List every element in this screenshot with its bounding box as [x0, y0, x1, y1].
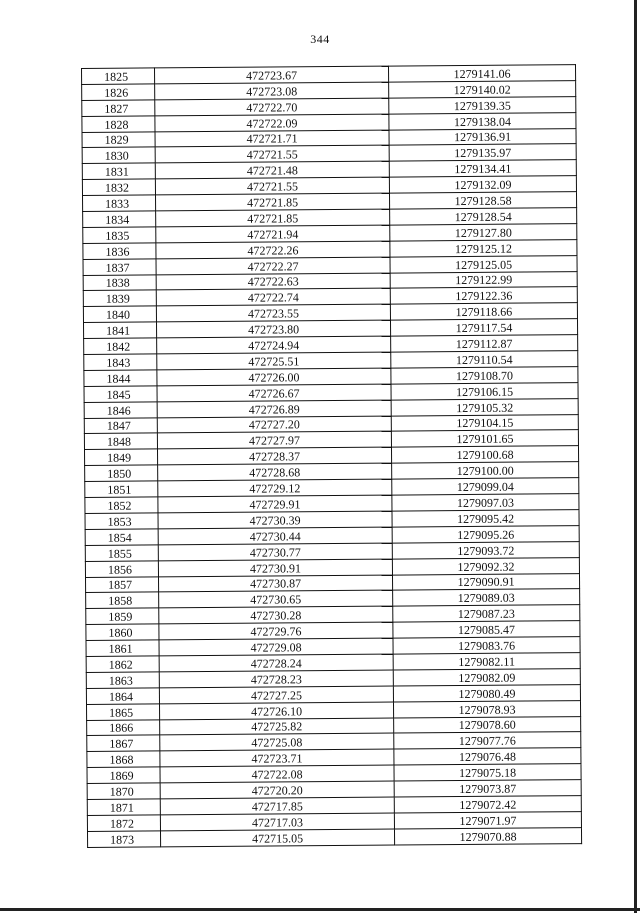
y-coordinate-cell: 1279100.00: [392, 462, 579, 479]
x-coordinate-cell: 472729.91: [158, 495, 392, 513]
point-number-cell: 1842: [84, 338, 157, 354]
y-coordinate-cell: 1279073.87: [394, 780, 581, 797]
point-number-cell: 1866: [87, 719, 160, 735]
y-coordinate-cell: 1279128.54: [390, 208, 577, 225]
x-coordinate-cell: 472726.10: [159, 702, 393, 720]
y-coordinate-cell: 1279125.05: [390, 255, 577, 272]
point-number-cell: 1862: [86, 656, 159, 672]
coordinates-table-body: [82, 65, 582, 847]
y-coordinate-cell: 1279135.97: [389, 144, 576, 161]
x-coordinate-cell: 472722.08: [160, 765, 394, 783]
x-coordinate-cell: 472725.51: [157, 352, 391, 370]
point-number-cell: 1836: [83, 243, 156, 259]
point-number-cell: 1841: [84, 322, 157, 338]
x-coordinate-cell: 472730.87: [158, 575, 392, 593]
point-number-cell: 1860: [86, 624, 159, 640]
point-number-cell: 1833: [83, 195, 156, 211]
y-coordinate-cell: 1279136.91: [389, 128, 576, 145]
point-number-cell: 1826: [82, 84, 155, 100]
point-number-cell: 1868: [87, 751, 160, 767]
x-coordinate-cell: 472727.97: [157, 432, 391, 450]
point-number-cell: 1872: [87, 815, 160, 831]
y-coordinate-cell: 1279087.23: [393, 605, 580, 622]
point-number-cell: 1832: [82, 179, 155, 195]
x-coordinate-cell: 472721.48: [155, 161, 389, 179]
x-coordinate-cell: 472726.67: [157, 384, 391, 402]
y-coordinate-cell: 1279075.18: [394, 764, 581, 781]
page-edge-right: [634, 0, 637, 913]
y-coordinate-cell: 1279108.70: [391, 367, 578, 384]
y-coordinate-cell: 1279139.35: [389, 96, 576, 113]
point-number-cell: 1853: [85, 513, 158, 529]
y-coordinate-cell: 1279080.49: [393, 684, 580, 701]
x-coordinate-cell: 472715.05: [160, 829, 394, 847]
point-number-cell: 1839: [83, 290, 156, 306]
y-coordinate-cell: 1279097.03: [392, 494, 579, 511]
y-coordinate-cell: 1279104.15: [391, 414, 578, 431]
x-coordinate-cell: 472729.12: [158, 479, 392, 497]
y-coordinate-cell: 1279090.91: [392, 573, 579, 590]
x-coordinate-cell: 472722.09: [155, 114, 389, 132]
x-coordinate-cell: 472721.85: [156, 193, 390, 211]
point-number-cell: 1831: [82, 163, 155, 179]
point-number-cell: 1870: [87, 783, 160, 799]
x-coordinate-cell: 472728.68: [158, 463, 392, 481]
x-coordinate-cell: 472728.37: [157, 447, 391, 465]
point-number-cell: 1838: [83, 274, 156, 290]
x-coordinate-cell: 472728.23: [159, 670, 393, 688]
x-coordinate-cell: 472723.67: [155, 66, 389, 84]
x-coordinate-cell: 472717.85: [160, 797, 394, 815]
y-coordinate-cell: 1279110.54: [391, 351, 578, 368]
x-coordinate-cell: 472722.70: [155, 98, 389, 116]
y-coordinate-cell: 1279078.93: [393, 700, 580, 717]
point-number-cell: 1835: [83, 227, 156, 243]
x-coordinate-cell: 472717.03: [160, 813, 394, 831]
y-coordinate-cell: 1279101.65: [391, 430, 578, 447]
point-number-cell: 1843: [84, 354, 157, 370]
y-coordinate-cell: 1279089.03: [393, 589, 580, 606]
y-coordinate-cell: 1279070.88: [394, 827, 581, 844]
x-coordinate-cell: 472727.20: [157, 416, 391, 434]
x-coordinate-cell: 472728.24: [159, 654, 393, 672]
y-coordinate-cell: 1279071.97: [394, 811, 581, 828]
point-number-cell: 1848: [84, 433, 157, 449]
x-coordinate-cell: 472725.08: [160, 733, 394, 751]
y-coordinate-cell: 1279078.60: [394, 716, 581, 733]
point-number-cell: 1849: [84, 449, 157, 465]
x-coordinate-cell: 472723.80: [156, 320, 390, 338]
page-number: 344: [310, 32, 330, 46]
point-number-cell: 1834: [83, 211, 156, 227]
x-coordinate-cell: 472727.25: [159, 686, 393, 704]
x-coordinate-cell: 472730.44: [158, 527, 392, 545]
x-coordinate-cell: 472721.85: [156, 209, 390, 227]
y-coordinate-cell: 1279132.09: [389, 176, 576, 193]
point-number-cell: 1851: [85, 481, 158, 497]
x-coordinate-cell: 472721.55: [155, 177, 389, 195]
x-coordinate-cell: 472720.20: [160, 781, 394, 799]
y-coordinate-cell: 1279099.04: [392, 478, 579, 495]
point-number-cell: 1828: [82, 116, 155, 132]
y-coordinate-cell: 1279122.36: [390, 287, 577, 304]
point-number-cell: 1859: [86, 608, 159, 624]
point-number-cell: 1845: [84, 386, 157, 402]
point-number-cell: 1844: [84, 370, 157, 386]
point-number-cell: 1864: [86, 688, 159, 704]
x-coordinate-cell: 472722.63: [156, 273, 390, 291]
coordinates-table: [81, 64, 582, 848]
x-coordinate-cell: 472729.08: [159, 638, 393, 656]
y-coordinate-cell: 1279082.11: [393, 653, 580, 670]
y-coordinate-cell: 1279082.09: [393, 668, 580, 685]
y-coordinate-cell: 1279083.76: [393, 637, 580, 654]
point-number-cell: 1847: [84, 418, 157, 434]
point-number-cell: 1830: [82, 147, 155, 163]
table-row: [87, 827, 581, 847]
x-coordinate-cell: 472723.55: [156, 304, 390, 322]
point-number-cell: 1865: [86, 704, 159, 720]
x-coordinate-cell: 472730.77: [158, 543, 392, 561]
point-number-cell: 1827: [82, 100, 155, 116]
point-number-cell: 1869: [87, 767, 160, 783]
point-number-cell: 1858: [86, 592, 159, 608]
y-coordinate-cell: 1279118.66: [390, 303, 577, 320]
point-number-cell: 1846: [84, 402, 157, 418]
x-coordinate-cell: 472723.08: [155, 82, 389, 100]
y-coordinate-cell: 1279128.58: [389, 192, 576, 209]
point-number-cell: 1840: [83, 306, 156, 322]
x-coordinate-cell: 472730.65: [159, 590, 393, 608]
x-coordinate-cell: 472726.00: [157, 368, 391, 386]
x-coordinate-cell: 472730.39: [158, 511, 392, 529]
point-number-cell: 1837: [83, 259, 156, 275]
y-coordinate-cell: 1279112.87: [391, 335, 578, 352]
y-coordinate-cell: 1279122.99: [390, 271, 577, 288]
x-coordinate-cell: 472721.71: [155, 130, 389, 148]
y-coordinate-cell: 1279127.80: [390, 224, 577, 241]
y-coordinate-cell: 1279072.42: [394, 796, 581, 813]
y-coordinate-cell: 1279125.12: [390, 239, 577, 256]
y-coordinate-cell: 1279095.42: [392, 510, 579, 527]
x-coordinate-cell: 472730.91: [158, 559, 392, 577]
point-number-cell: 1873: [87, 831, 160, 847]
point-number-cell: 1825: [82, 68, 155, 84]
point-number-cell: 1857: [85, 576, 158, 592]
y-coordinate-cell: 1279100.68: [391, 446, 578, 463]
x-coordinate-cell: 472722.27: [156, 257, 390, 275]
y-coordinate-cell: 1279092.32: [392, 557, 579, 574]
y-coordinate-cell: 1279093.72: [392, 541, 579, 558]
y-coordinate-cell: 1279085.47: [393, 621, 580, 638]
point-number-cell: 1871: [87, 799, 160, 815]
y-coordinate-cell: 1279106.15: [391, 382, 578, 399]
y-coordinate-cell: 1279117.54: [390, 319, 577, 336]
x-coordinate-cell: 472726.89: [157, 400, 391, 418]
point-number-cell: 1861: [86, 640, 159, 656]
x-coordinate-cell: 472721.55: [155, 146, 389, 164]
x-coordinate-cell: 472725.82: [160, 718, 394, 736]
point-number-cell: 1850: [85, 465, 158, 481]
x-coordinate-cell: 472729.76: [159, 622, 393, 640]
y-coordinate-cell: 1279138.04: [389, 112, 576, 129]
y-coordinate-cell: 1279134.41: [389, 160, 576, 177]
point-number-cell: 1829: [82, 131, 155, 147]
y-coordinate-cell: 1279095.26: [392, 525, 579, 542]
x-coordinate-cell: 472730.28: [159, 606, 393, 624]
x-coordinate-cell: 472722.74: [156, 289, 390, 307]
point-number-cell: 1854: [85, 529, 158, 545]
x-coordinate-cell: 472722.26: [156, 241, 390, 259]
x-coordinate-cell: 472721.94: [156, 225, 390, 243]
page-edge-bottom: [0, 908, 640, 911]
y-coordinate-cell: 1279141.06: [388, 65, 575, 82]
y-coordinate-cell: 1279076.48: [394, 748, 581, 765]
y-coordinate-cell: 1279105.32: [391, 398, 578, 415]
point-number-cell: 1867: [87, 735, 160, 751]
point-number-cell: 1856: [85, 561, 158, 577]
point-number-cell: 1863: [86, 672, 159, 688]
y-coordinate-cell: 1279077.76: [394, 732, 581, 749]
x-coordinate-cell: 472724.94: [157, 336, 391, 354]
point-number-cell: 1852: [85, 497, 158, 513]
x-coordinate-cell: 472723.71: [160, 749, 394, 767]
point-number-cell: 1855: [85, 545, 158, 561]
y-coordinate-cell: 1279140.02: [389, 81, 576, 98]
